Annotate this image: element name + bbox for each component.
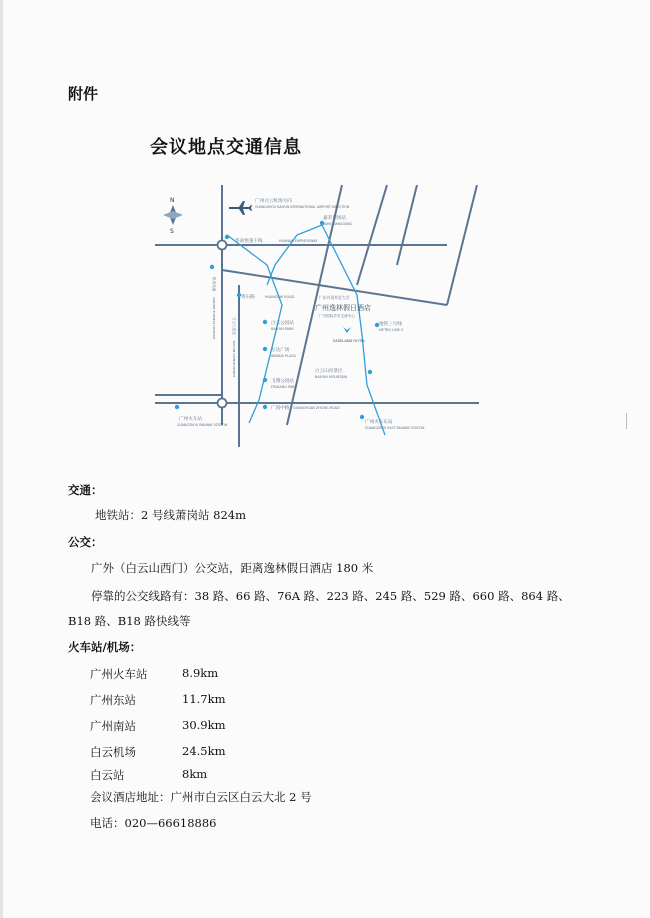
station-row (90, 767, 208, 783)
station-name: 白云机场 (90, 745, 136, 759)
station-distance: 8km (182, 767, 208, 781)
interchange-north (218, 241, 227, 250)
metro-stations (175, 221, 379, 419)
label-gwai-cn: 广东外语外贸大学 (319, 295, 350, 300)
label-jiahe-cn: 嘉禾望岗站 (323, 216, 346, 221)
station-distance: 8.9km (182, 666, 219, 680)
scan-mark (626, 413, 627, 429)
label-wanda-cn: 万达广场 (271, 348, 290, 353)
label-feixiang-en: FEIXIANG PARK (271, 385, 297, 389)
station-name: 广州火车站 (90, 667, 148, 681)
road-diagonal-b (357, 185, 387, 285)
label-east-station-en: GUANGZHOU EAST RAILWAY STATION (365, 426, 425, 430)
map-svg (147, 185, 485, 447)
bus-stop-info: 广外（白云山西门）公交站，距离逸林假日酒店 180 米 (91, 561, 374, 575)
label-airport-cn: 广州白云机场方向 (255, 199, 292, 204)
label-hotel-sub: 广外国际学术交流中心 (319, 314, 355, 318)
label-huangshi-cn: 黄石路 (241, 295, 255, 300)
label-jiahe-en: JIAHE WANGGANG (323, 222, 353, 226)
page-title: 会议地点交通信息 (150, 137, 302, 158)
station-name: 白云站 (90, 768, 125, 782)
label-airport-exp-en: AIRPORT EXPRESS HIGHWAY (212, 297, 216, 340)
label-guangyuan-en: GUANGYUAN ZHONG ROAD (293, 406, 340, 410)
section-traffic-heading: 交通： (68, 483, 103, 497)
label-hotel-cn: 广州逸林假日酒店 (315, 304, 371, 312)
station-distance: 24.5km (182, 744, 226, 758)
airplane-icon (229, 201, 252, 215)
label-feixiang-cn: 飞翔公园站 (271, 379, 294, 384)
label-east-station-cn: 广州火车东站 (365, 420, 393, 425)
label-metro3-en: METRO LINE 3 (379, 328, 404, 332)
label-gz-station-cn: 广州火车站 (179, 417, 202, 422)
station-distance: 30.9km (182, 718, 226, 732)
label-baiyun-park-en: BAIYUN PARK (271, 327, 294, 331)
label-hotel-logo: EASELAND HOTEL (333, 339, 366, 343)
station-row (90, 718, 226, 734)
station-name: 广州南站 (90, 719, 136, 733)
station-distance: 11.7km (182, 692, 226, 706)
metro-branch (267, 225, 322, 285)
location-map (147, 185, 485, 447)
compass-icon (163, 197, 183, 235)
road-diagonal-d (447, 185, 477, 305)
road-diagonal-c (397, 185, 417, 265)
bus-routes-line2: B18 路、B18 路快线等 (68, 614, 191, 628)
label-wanda-en: WANDA PLAZA (271, 354, 296, 358)
label-huanan-en: HUANAN EXPRESSWAY (279, 239, 318, 243)
hotel-phone: 电话：020—66618886 (90, 816, 217, 830)
section-stations-heading: 火车站/机场： (68, 640, 142, 654)
station-name: 广州东站 (90, 693, 136, 707)
label-airport-en: GUANGZHOU BAIYUN INTERNATIONAL AIRPORT DIRECTION (255, 205, 350, 209)
hotel-logo-icon (343, 327, 351, 333)
label-mountain-cn: 白云山风景区 (315, 369, 343, 374)
bus-routes-line1: 停靠的公交线路有：38 路、66 路、76A 路、223 路、245 路、529 路、660 路、864 路、 (91, 589, 570, 603)
label-baiyun-ave-en: BAIYUN AVENUE NORTH (232, 341, 236, 377)
hotel-address: 会议酒店地址：广州市白云区白云大北 2 号 (90, 790, 312, 804)
label-huanan-cn: 华南快速干线 (235, 239, 263, 244)
label-guangyuan-cn: 广园中路 (271, 406, 290, 411)
scan-edge (0, 0, 3, 918)
station-row (90, 692, 226, 708)
section-bus-heading: 公交： (68, 535, 103, 549)
station-row (90, 744, 226, 760)
compass-s: S (170, 228, 174, 235)
station-row (90, 666, 219, 682)
label-metro3-cn: 地铁三号线 (379, 322, 402, 327)
label-mountain-en: BAIYUN MOUNTAIN (315, 375, 348, 379)
interchange-south (218, 399, 227, 408)
label-baiyun-park-cn: 白云公园站 (271, 321, 294, 326)
label-gz-station-en: GUANGZHOU RAILWAY STATION (177, 423, 228, 427)
label-huangshi-en: HUANGSHI ROAD (265, 295, 295, 299)
label-baiyun-ave-cn: 白云大道北 (232, 317, 236, 335)
label-airport-exp-cn: 机场高速 (212, 277, 216, 292)
attachment-label: 附件 (68, 85, 99, 103)
compass-n: N (170, 197, 175, 204)
metro-info: 地铁站：2 号线萧岗站 824m (95, 508, 246, 522)
